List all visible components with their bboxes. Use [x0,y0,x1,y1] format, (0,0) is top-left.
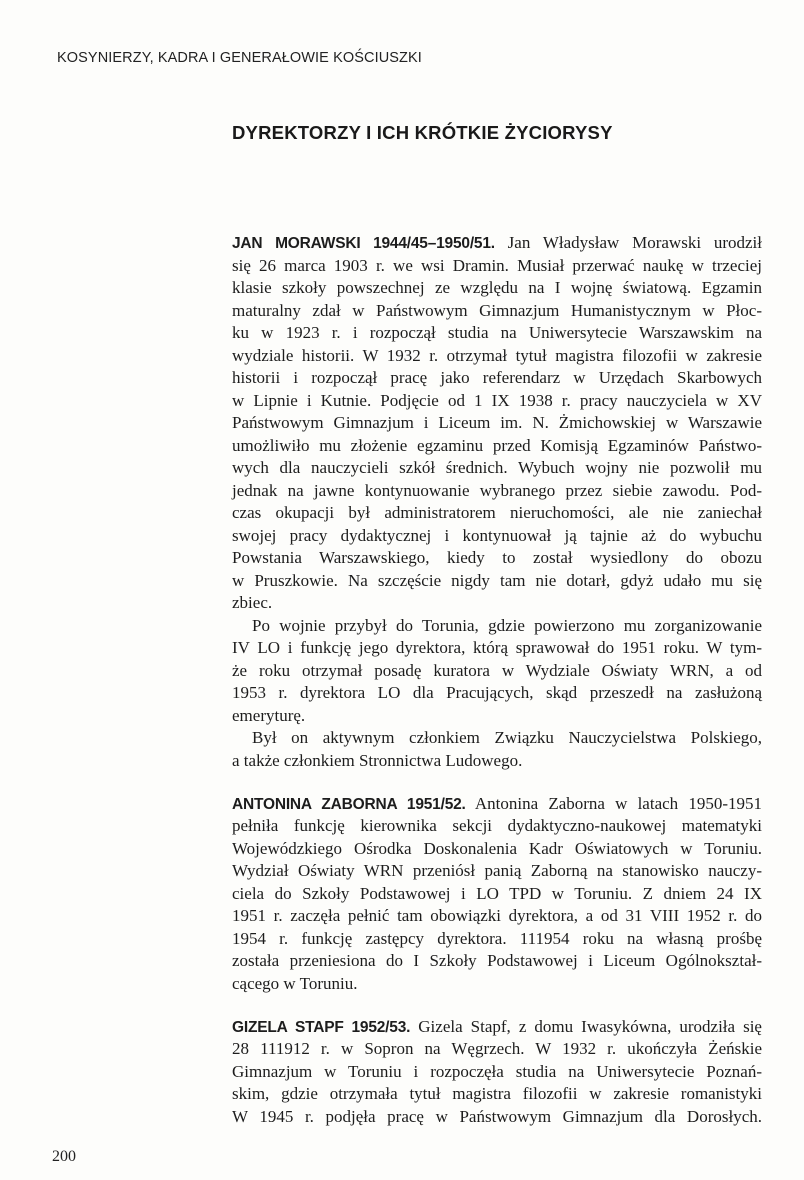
chapter-title: DYREKTORZY I ICH KRÓTKIE ŻYCIORYSY [232,122,613,143]
paragraph-line: skim, gdzie otrzymała tytuł magistra filozofii w zakresie romanistyki [232,1084,762,1103]
paragraph-line: klasie szkoły powszechnej ze względu na I wojnę światową. Egzamin [232,278,762,297]
paragraph-line: jednak na jawne kontynuowanie wybranego przez siebie zawodu. Pod- [232,480,762,500]
paragraph-line: cącego w Toruniu. [232,973,358,993]
paragraph-line: swojej pracy dydaktycznej i kontynuował ją tajnie aż do wybuchu [232,525,762,545]
paragraph-line: pełniła funkcję kierownika sekcji dydaktyczno-naukowej matematyki [232,816,762,835]
paragraph-line: 1954 r. funkcję zastępcy dyrektora. 111954 roku na własną prośbę [232,928,762,948]
paragraph-line: w Lipnie i Kutnie. Podjęcie od 1 IX 1938 r. pracy nauczyciela w XV [232,390,762,410]
paragraph-line: że roku otrzymał posadę kuratora w Wydziale Oświaty WRN, a od [232,660,762,680]
paragraph-line: GIZELA STAPF 1952/53. Gizela Stapf, z domu Iwasykówna, urodziła się [232,1016,762,1036]
section-name: GIZELA STAPF 1952/53. [232,1018,411,1036]
paragraph-line: Państwowym Gimnazjum i Liceum im. N. Żmichowskiej w Warszawie [232,413,762,432]
paragraph-line: wych dla nauczycieli szkół średnich. Wybuch wojny nie pozwolił mu [232,458,762,477]
paragraph-line: została przeniesiona do I Szkoły Podstawowej i Liceum Ogólnokształ- [232,951,762,970]
paragraph-line: emeryturę. [232,705,306,725]
paragraph-line: maturalny zdał w Państwowym Gimnazjum Humanistycznym w Płoc- [232,300,762,320]
paragraph-line: umożliwiło mu złożenie egzaminu przed Komisją Egzaminów Państwo- [232,435,762,455]
paragraph-line: Powstania Warszawskiego, kiedy to został wysiedlony do obozu [232,548,762,567]
paragraph-line: a także członkiem Stronnictwa Ludowego. [232,750,523,770]
paragraph-line: Wojewódzkiego Ośrodka Doskonalenia Kadr Oświatowych w Toruniu. [232,838,762,858]
page-number: 200 [52,1148,76,1165]
paragraph-line: IV LO i funkcję jego dyrektora, którą sprawował do 1951 roku. W tym- [232,638,762,657]
paragraph-line: 1953 r. dyrektora LO dla Pracujących, skąd przeszedł na zasłużoną [232,683,762,702]
section-name: ANTONINA ZABORNA 1951/52. [232,795,466,813]
body-text [232,232,762,1128]
paragraph-line: ku w 1923 r. i rozpoczął studia na Uniwersytecie Warszawskim na [232,323,762,342]
paragraph-line: 28 111912 r. w Sopron na Węgrzech. W 1932 r. ukończyła Żeńskie [232,1039,762,1058]
paragraph-line: JAN MORAWSKI 1944/45–1950/51. Jan Władysław Morawski urodził [232,233,762,252]
paragraph-line: w Pruszkowie. Na szczęście nigdy tam nie dotarł, gdyż udało mu się [232,570,762,590]
paragraph-line: W 1945 r. podjęła pracę w Państwowym Gimnazjum dla Dorosłych. [232,1106,762,1126]
paragraph-line: wydziale historii. W 1932 r. otrzymał tytuł magistra filozofii w zakresie [232,345,762,365]
paragraph-line: ANTONINA ZABORNA 1951/52. Antonina Zaborna w latach 1950-1951 [232,793,762,813]
paragraph-line: ciela do Szkoły Podstawowej i LO TPD w Toruniu. Z dniem 24 IX [232,883,762,903]
running-header: KOSYNIERZY, KADRA I GENERAŁOWIE KOŚCIUSZKI [57,50,422,66]
paragraph-line: Gimnazjum w Toruniu i rozpoczęła studia na Uniwersytecie Poznań- [232,1061,762,1081]
paragraph-line: historii i rozpoczął pracę jako referendarz w Urzędach Skarbowych [232,368,762,387]
paragraph-line: Po wojnie przybył do Torunia, gdzie powierzono mu zorganizowanie [252,615,762,635]
paragraph-line: zbiec. [232,593,273,612]
section-name: JAN MORAWSKI 1944/45–1950/51. [232,235,495,252]
paragraph-line: Był on aktywnym członkiem Związku Nauczycielstwa Polskiego, [252,728,762,747]
paragraph-line: Wydział Oświaty WRN przeniósł panią Zaborną na stanowisko nauczy- [232,861,762,880]
paragraph-line: czas okupacji był administratorem nieruchomości, ale nie zaniechał [232,503,762,522]
paragraph-line: 1951 r. zaczęła pełnić tam obowiązki dyrektora, a od 31 VIII 1952 r. do [232,906,762,925]
paragraph-line: się 26 marca 1903 r. we wsi Dramin. Musiał przerwać naukę w trzeciej [232,255,762,275]
